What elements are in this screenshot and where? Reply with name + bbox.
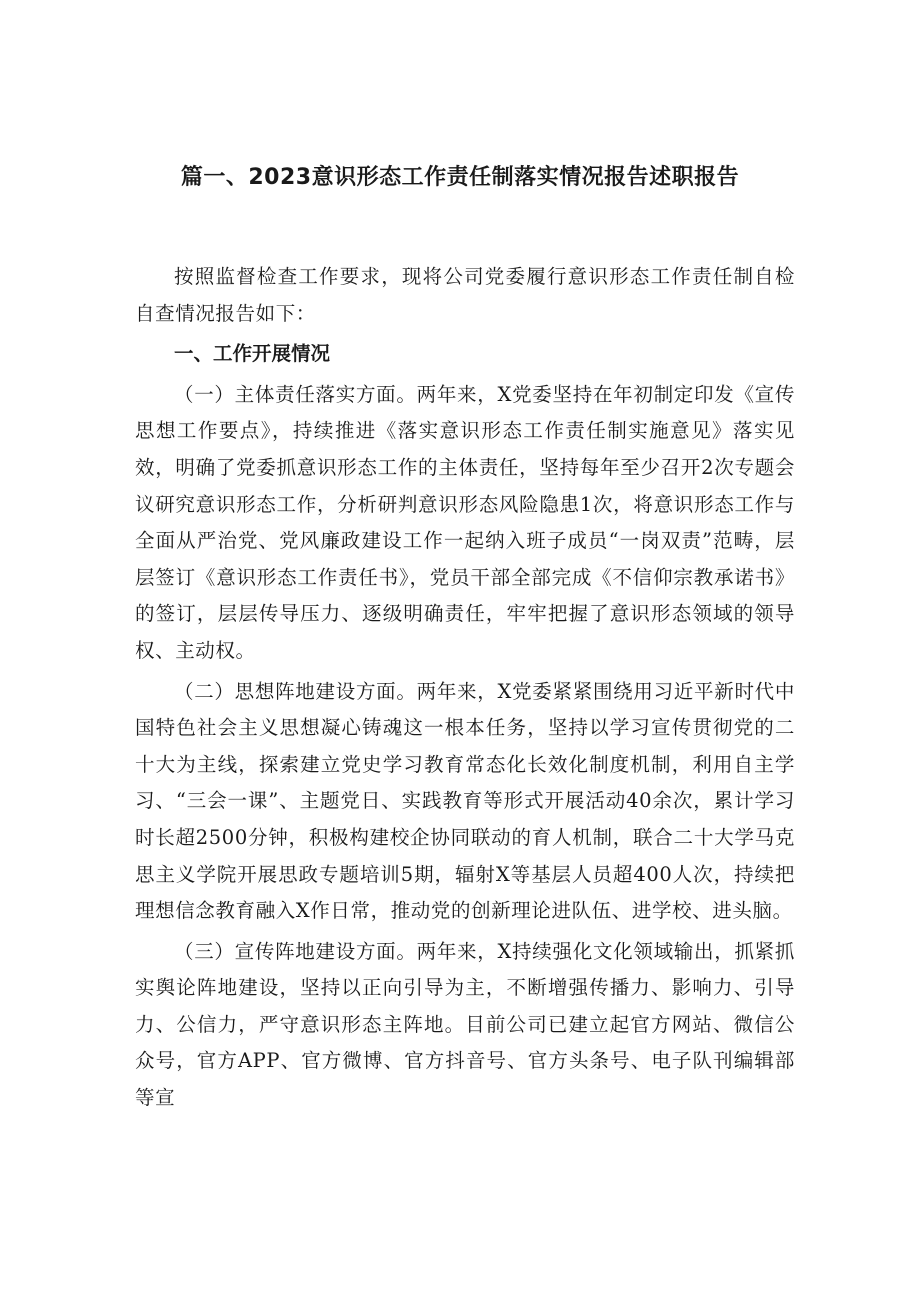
section-heading: 一、工作开展情况 (174, 342, 331, 366)
document-body (135, 259, 795, 1117)
paragraph-responsibility: （一）主体责任落实方面。两年来，X党委坚持在年初制定印发《宣传思想工作要点》，持续推进《落实意识形态工作责任制实施意见》落实见效，明确了党委抓意识形态工作的主体责任，坚持每年至少召开2次专题会议研究意识形态工作，分析研判意识形态风险隐患1次，将意识形态工作与全面从严治党、党风廉政建设工作一起纳入班子成员“一岗双责”范畴，层层签订《意识形态工作责任书》，党员干部全部完成《不信仰宗教承诺书》的签订，层层传导压力、逐级明确责任，牢牢把握了意识形态领域的领导权、主动权。 (135, 382, 795, 662)
paragraph-publicity-front: （三）宣传阵地建设方面。两年来，X持续强化文化领域输出，抓紧抓实舆论阵地建设，坚持以正向引导为主，不断增强传播力、影响力、引导力、公信力，严守意识形态主阵地。目前公司已建立起官方网站、微信公众号，官方APP、官方微博、官方抖音号、官方头条号、电子队刊编辑部等宣 (135, 939, 795, 1110)
intro-paragraph: 按照监督检查工作要求，现将公司党委履行意识形态工作责任制自检自查情况报告如下： (135, 265, 795, 325)
paragraph-ideology-front: （二）思想阵地建设方面。两年来，X党委紧紧围绕用习近平新时代中国特色社会主义思想凝心铸魂这一根本任务，坚持以学习宣传贯彻党的二十大为主线，探索建立党史学习教育常态化长效化制度机制，利用自主学习、“三会一课”、主题党日、实践教育等形式开展活动40余次，累计学习时长超2500分钟，积极构建校企协同联动的育人机制，联合二十大学马克思主义学院开展思政专题培训5期，辐射X等基层人员超400人次，持续把理想信念教育融入X作日常，推动党的创新理论进队伍、进学校、进头脑。 (135, 679, 795, 923)
document-title: 篇一、2023意识形态工作责任制落实情况报告述职报告 (180, 165, 740, 190)
